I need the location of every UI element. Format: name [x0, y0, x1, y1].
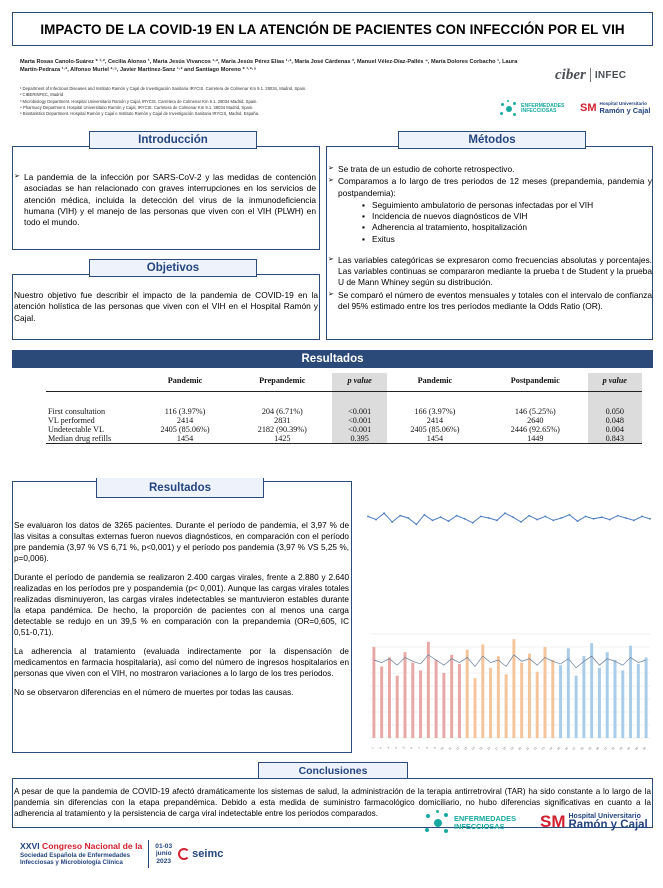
line-point: [609, 519, 611, 521]
line-point: [649, 518, 651, 520]
table-cell: 1425: [232, 434, 332, 444]
footer-enf-dots-icon: [425, 810, 451, 836]
metodos-sub-3: ▪ Adherencia al tratamiento, hospitalización: [362, 222, 652, 233]
congress-logo: [20, 840, 223, 868]
bar: [505, 674, 508, 738]
metodos-item-2: ➢ Comparamos a lo largo de tres periodos de 12 meses (prepandemia, pandemia y postpandemia):: [328, 176, 652, 199]
table-cell: 2414: [426, 416, 444, 425]
bar: [582, 656, 585, 738]
line-point: [448, 520, 450, 522]
table-cell: 1449: [483, 434, 588, 444]
affiliation-1: ¹ Department of Infectious Diseases and Instituto Ramón y Cajal de Investigación Sanitaria IRYCIS. Carretera de Colmenar Km 9.1. 28034, Madrid, Spain.: [20, 86, 307, 91]
bar: [435, 660, 438, 738]
line-point: [391, 521, 393, 523]
table-header-pvalue-1: p value: [332, 373, 386, 391]
line-point: [424, 514, 426, 516]
bar: [497, 656, 500, 738]
overlay-line: [374, 655, 646, 668]
tick-label: 21: [524, 745, 531, 752]
logo-separator: [590, 68, 591, 82]
tick-label: 24: [548, 745, 554, 752]
line-point: [464, 518, 466, 520]
congress-name: Congreso Nacional de la: [41, 841, 143, 852]
tick-label: 12: [454, 745, 461, 752]
bar: [629, 646, 632, 738]
table-header-blank: [46, 373, 138, 391]
bar: [598, 668, 601, 738]
table-cell: <0.001: [332, 425, 386, 434]
table-header-pandemic-2: Pandemic: [387, 373, 483, 391]
bar: [567, 648, 570, 738]
table-cell: 2405 (85.06%): [160, 425, 210, 434]
hospital-mark-icon: SM: [580, 102, 597, 114]
line-point: [528, 515, 530, 517]
resultados-p3: La adherencia al tratamiento (evaluada indirectamente por la dispensación de medicamentos en farmacia hospitalaria), así como del número de ingresos hospitalarios en personas que viven con el VIH, no mostraron variaciones a lo largo de los tres periodos.: [14, 646, 349, 678]
table-cell: 204 (6.71%): [261, 407, 303, 416]
table-cell: 1454: [138, 434, 232, 444]
resultados-band: Resultados: [12, 350, 653, 368]
metodos-sub-list: [362, 200, 652, 245]
tick-label: 19: [509, 745, 515, 752]
tick-label: 16: [486, 745, 492, 752]
table-cell: 2182 (90.39%): [257, 425, 307, 434]
affiliation-3: ³ Microbiology Department. Hospital Universitario Ramón y Cajal, IRYCIS. Carretera de Colmenar Km 9.1. 28034 Madrid, Spain.: [20, 98, 258, 104]
tick-label: 35: [633, 745, 640, 752]
table-cell: 2831: [274, 416, 291, 425]
bar: [411, 663, 414, 738]
congress-separator: [148, 840, 149, 868]
tick-label: 1: [370, 745, 375, 750]
bar: [388, 657, 391, 738]
bar: [474, 678, 477, 738]
line-point: [488, 517, 490, 519]
tick-label: 2: [378, 745, 383, 750]
congress-line2: Sociedad Española de Enfermedades: [20, 851, 131, 859]
line-point: [601, 516, 603, 518]
congress-line3: Infecciosas y Microbiología Clínica: [20, 859, 123, 867]
metodos-heading: Métodos: [398, 131, 586, 149]
tick-label: 33: [618, 745, 624, 752]
line-point: [407, 517, 409, 519]
author-list: Marta Rosas Canolo-Suárez * ¹·², Cecilia Alonso ¹, María Jesús Vivancos ¹·², María Jesús Pérez Elías ¹·², María José Cárdenas ³, Manuel Vélez-Díaz-Pallés ⁴, María Dolores Corbacho ¹, Laura Martín-Pedraza ¹·², Alfonso Muriel ²·⁵, Javier Martínez-Sanz ¹·² and Santiago Moreno * ¹·²·⁵: [20, 59, 518, 74]
bar: [528, 654, 531, 739]
line-point: [456, 515, 458, 517]
ciber-logo-text: ciber: [555, 66, 586, 83]
tick-label: 8: [425, 745, 430, 750]
footer-enf-line1: ENFERMEDADES: [454, 814, 517, 824]
bar: [621, 670, 624, 738]
line-point: [617, 515, 619, 517]
table-row: [46, 407, 642, 416]
bar: [645, 657, 648, 738]
table-cell: 0.004: [588, 425, 642, 434]
tick-label: 7: [417, 745, 422, 750]
seimc-ring-icon: [178, 848, 190, 860]
bar: [396, 676, 399, 738]
metodos-item-3: ➢ Las variables categóricas se expresaron como frecuencias absolutas y porcentajes. Las variables continuas se compararon mediante la prueba t de Student y la prueba U de Mann Whiney según su distribución.: [328, 255, 652, 289]
table-cell: VL performed: [48, 416, 95, 425]
enf-logo-line2: INFECCIOSAS: [521, 108, 557, 114]
resultados-heading: Resultados: [96, 478, 264, 498]
table-cell: 2640: [527, 416, 544, 425]
tick-label: 9: [432, 745, 437, 750]
bar: [450, 655, 453, 738]
table-cell: 0.050: [588, 407, 642, 416]
line-point: [641, 516, 643, 518]
bar: [544, 647, 547, 738]
conclusiones-heading: Conclusiones: [258, 762, 408, 778]
affiliation-5: ⁵ Biostatistics Department. Hospital Ramón y Cajal e Instituto Ramón y Cajal de Investigación Sanitaria IRYCIS, Madrid, España.: [20, 111, 260, 117]
table-cell: 0.843: [588, 434, 642, 444]
table-cell: 0.048: [588, 416, 642, 425]
affiliations: [20, 86, 490, 117]
metodos-item-1: ➢ Se trata de un estudio de cohorte retrospectivo.: [328, 164, 652, 175]
table-header-postpandemic: Postpandemic: [483, 373, 588, 391]
resultados-p4: No se observaron diferencias en el número de muertes por todas las causas.: [14, 687, 294, 697]
results-table: [46, 373, 642, 444]
poster-title-bar: [12, 12, 653, 46]
resultados-p1: Se evaluaron los datos de 3265 pacientes. Durante el período de pandemia, el 3,97 % de las visitas a consultas externas fueron nuevos diagnósticos, en comparación con el período pre pandemia (3,97 % VS 6,71 %, p<0,001) y el período pos pandemia (3,97 % VS 5,25 %, p=0,006).: [14, 521, 349, 563]
hospital-logo: [580, 102, 650, 114]
line-point: [625, 517, 627, 519]
affiliation-4: ⁴ Pharmacy Department. Hospital Universitario Ramón y Cajal, IRYCIS. Carretera de Colmenar Km 9.1. 28034 Madrid, Spain.: [20, 104, 254, 110]
line-point: [569, 514, 571, 516]
line-point: [496, 520, 498, 522]
metodos-sub-4: ▪ Exitus: [362, 234, 652, 245]
enfermedades-infecciosas-logo: [500, 100, 565, 118]
resultados-body: [14, 521, 349, 707]
bar: [637, 664, 640, 738]
introduccion-body: [14, 172, 316, 229]
bar: [404, 652, 407, 738]
metodos-body: [328, 164, 652, 313]
table-cell: 0.395: [332, 434, 386, 444]
footer-enfermedades-logo: [425, 810, 516, 836]
footer-hospital-mark-icon: SM: [540, 812, 566, 831]
tick-label: 6: [409, 745, 414, 750]
bar: [466, 650, 469, 738]
bar: [458, 664, 461, 738]
table-row: [46, 416, 642, 425]
congress-date-days: 01-03: [155, 842, 173, 850]
footer-enf-line2: INFECCIOSAS: [454, 822, 505, 831]
enf-dots-icon: [500, 100, 518, 118]
affiliation-2: ² CIBERINFEC, Madrid: [20, 92, 64, 98]
tick-label: 20: [517, 745, 523, 752]
line-point: [440, 516, 442, 518]
infec-logo-text: INFEC: [594, 69, 627, 81]
table-cell: <0.001: [332, 416, 386, 425]
tick-label: 22: [532, 745, 538, 752]
line-point: [536, 519, 538, 521]
seimc-text: seimc: [192, 848, 224, 860]
tick-label: 17: [493, 745, 500, 752]
line-series: [368, 513, 650, 524]
objetivos-text: Nuestro objetivo fue describir el impacto de la pandemia de COVID-19 en la atención holística de las personas que viven con el VIH en el Hospital Ramón y Cajal.: [14, 290, 318, 323]
tick-label: 31: [602, 745, 608, 752]
tick-label: 25: [556, 745, 562, 752]
tick-label: 30: [594, 745, 601, 752]
seimc-logo: [178, 848, 223, 860]
tick-label: 4: [393, 745, 398, 750]
bar: [419, 670, 422, 738]
table-cell: 166 (3.97%): [414, 407, 456, 416]
bar: [551, 660, 554, 738]
table-cell: 146 (5.25%): [514, 407, 556, 416]
table-cell: 2405 (85.06%): [410, 425, 460, 434]
tick-label: 3: [386, 745, 391, 750]
congress-date-year: 2023: [156, 857, 172, 865]
bar: [575, 676, 578, 738]
table-cell: First consultation: [48, 407, 106, 416]
table-cell: 2446 (92.65%): [510, 425, 560, 434]
line-point: [593, 518, 595, 520]
bar: [512, 639, 515, 738]
line-point: [399, 515, 401, 517]
line-point: [552, 520, 554, 522]
table-cell: Undetectable VL: [48, 425, 105, 434]
congress-date: [155, 843, 172, 866]
footer-hospital-logo: [540, 812, 648, 832]
line-point: [633, 520, 635, 522]
ciber-infec-logo: [555, 64, 653, 86]
tick-label: 26: [563, 745, 570, 752]
hosp-logo-line2: Ramón y Cajal: [599, 105, 651, 115]
line-point: [585, 516, 587, 518]
table-cell: 1454: [387, 434, 483, 444]
tick-label: 13: [462, 745, 468, 752]
tick-label: 28: [579, 745, 585, 752]
tick-label: 32: [610, 745, 616, 752]
tick-label: 11: [447, 745, 453, 751]
tick-label: 18: [501, 745, 507, 752]
line-point: [480, 516, 482, 518]
introduccion-text: ➢ La pandemia de la infección por SARS-CoV-2 y las medidas de contención asociadas se han relacionado con graves interrupciones en los servicios de atención médica, incluida la detección del virus de la inmunodeficiencia humana (VIH) y el manejo de las personas que viven con el VIH (PLWH) en todo el mundo.: [14, 172, 316, 228]
table-cell: <0.001: [332, 407, 386, 416]
bar: [536, 672, 539, 738]
resultados-p2: Durante el período de pandemia se realizaron 2.400 cargas virales, frente a 2.880 y 2.640 realizadas en los períodos pre y pospandemia (p< 0,001). Aunque las cargas virales totales realizadas disminuyeron, las cargas virales indetectables se mantuvieron estables durante la etapa pandémica. De hecho, la proporción de pacientes con al menos una carga detectable se redujo en un 39,5 % en comparación con la prepandemia (OR=0,605, IC 0,51-0,71).: [14, 572, 349, 637]
table-cell: 2414: [176, 416, 194, 425]
bar: [380, 667, 383, 739]
table-row: [46, 434, 642, 444]
conclusiones-text: A pesar de que la pandemia de COVID-19 afectó dramáticamente los sistemas de salud, la administración de la terapia antirretroviral (TAR) ha sido constante a lo largo de la pandemia sin diferencias con la etapa prepandémica. Debido a esta medida de suministro farmacológico domiciliario, no hubo diferencias significativas en cuanto a la adherencia al tratamiento y la persistencia de carga viral indetectable entre los periodos comparados.: [14, 787, 651, 818]
bar: [481, 644, 484, 738]
hosp-logo-line1: Hospital Universitario: [599, 101, 647, 106]
line-point: [520, 521, 522, 523]
tick-label: 29: [587, 745, 593, 752]
enf-logo-line1: ENFERMEDADES: [521, 102, 565, 109]
bar: [559, 665, 562, 738]
bar: [520, 663, 523, 738]
tick-label: 15: [478, 745, 484, 752]
table-header-pvalue-2: p value: [588, 373, 642, 391]
tick-label: 23: [540, 745, 546, 752]
line-point: [367, 516, 369, 518]
bar: [614, 660, 617, 738]
bar: [489, 668, 492, 738]
line-point: [415, 524, 417, 526]
line-point: [560, 517, 562, 519]
line-point: [375, 519, 377, 521]
congress-num: XXVI: [20, 841, 40, 852]
line-point: [577, 520, 579, 522]
tick-label: 10: [439, 745, 445, 752]
line-point: [432, 520, 434, 522]
table-header-pandemic-1: Pandemic: [138, 373, 232, 391]
line-point: [383, 512, 385, 514]
introduccion-heading: Introducción: [89, 131, 257, 149]
tick-label: 27: [571, 745, 577, 752]
metodos-item-4: ➢ Se comparó el número de eventos mensuales y totales con el intervalo de confianza del 95% estimado entre los tres períodos mediante la Odds Ratio (OR).: [328, 290, 652, 313]
bar-chart: [364, 630, 654, 752]
tick-label: 34: [626, 745, 632, 752]
line-chart: [364, 498, 654, 538]
table-header-prepandemic: Prepandemic: [232, 373, 332, 391]
congress-title: [20, 841, 142, 851]
table-header-row: [46, 373, 642, 391]
footer-hosp-line1: Hospital Universitario: [568, 812, 641, 820]
footer-hosp-line2: Ramón y Cajal: [568, 818, 648, 831]
tick-label: 14: [470, 745, 476, 752]
objetivos-heading: Objetivos: [89, 259, 257, 277]
line-point: [472, 522, 474, 524]
bar: [442, 673, 445, 738]
table-row: [46, 425, 642, 434]
tick-label: 36: [641, 745, 647, 752]
poster-title: IMPACTO DE LA COVID-19 EN LA ATENCIÓN DE PACIENTES CON INFECCIÓN POR EL VIH: [40, 21, 625, 37]
table-cell: Median drug refills: [46, 434, 138, 444]
line-point: [544, 516, 546, 518]
bar: [606, 652, 609, 738]
line-point: [512, 516, 514, 518]
metodos-sub-1: ▪ Seguimiento ambulatorio de personas infectadas por el VIH: [362, 200, 652, 211]
line-point: [504, 512, 506, 514]
metodos-sub-2: ▪ Incidencia de nuevos diagnósticos de VIH: [362, 211, 652, 222]
congress-date-month: junio: [155, 850, 172, 858]
table-cell: 116 (3.97%): [164, 407, 206, 416]
tick-label: 5: [401, 745, 406, 750]
